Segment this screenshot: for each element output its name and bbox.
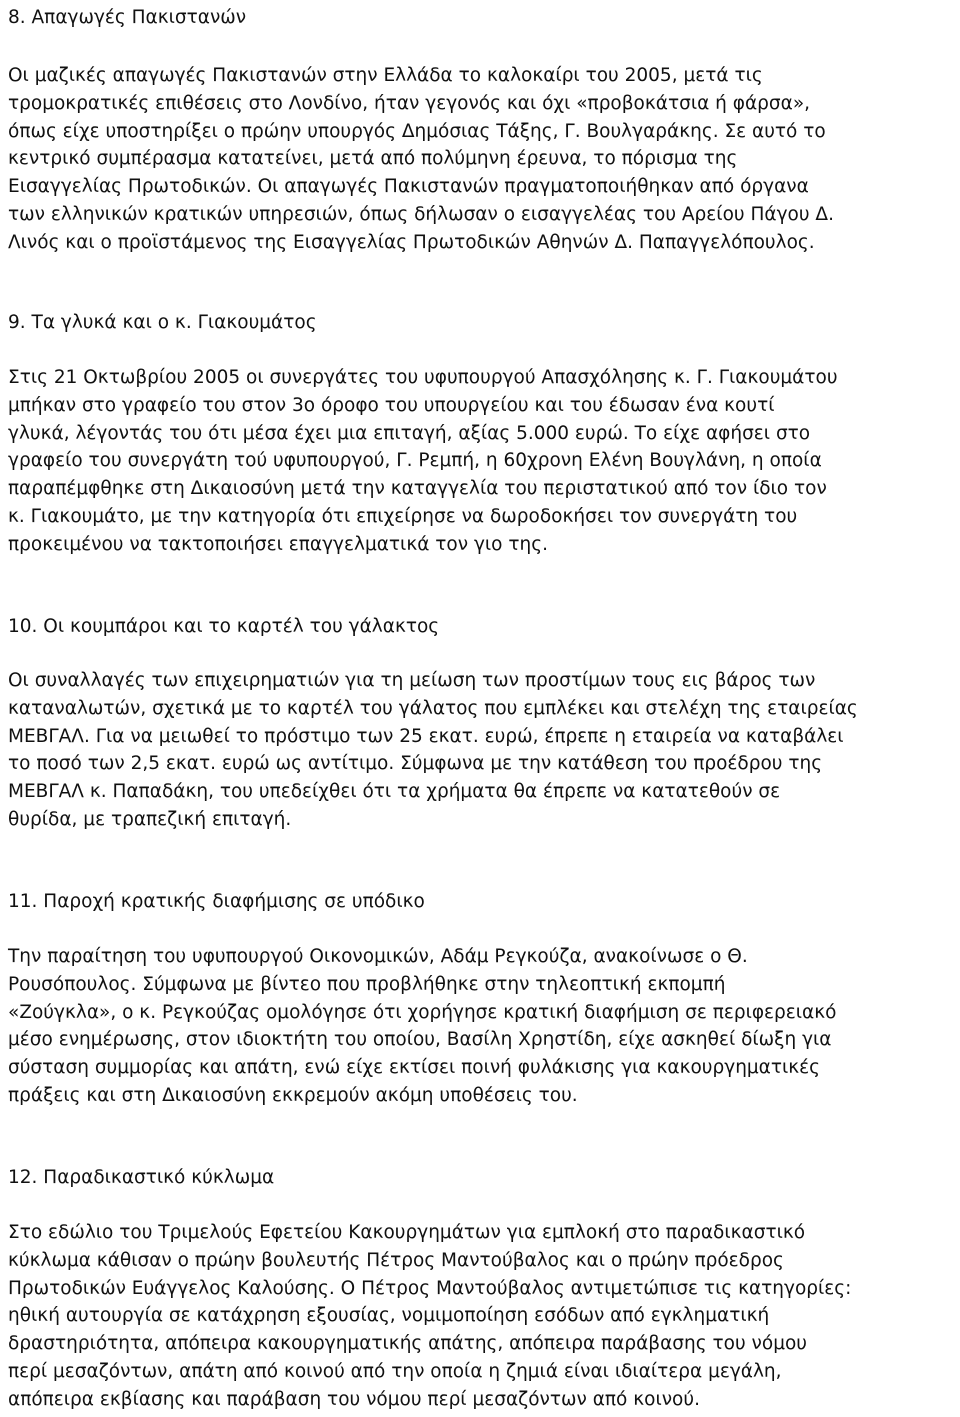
text-line: μπήκαν στο γραφείο του στον 3ο όροφο του υπουργείου και του έδωσαν ένα κουτί xyxy=(8,394,775,416)
section-heading: 12. Παραδικαστικό κύκλωμα xyxy=(8,1167,275,1188)
text-line: ΜΕΒΓΑΛ κ. Παπαδάκη, του υπεδείχθει ότι τα χρήματα θα έπρεπε να κατατεθούν σε xyxy=(8,781,781,803)
text-line: ηθική αυτουργία σε κατάχρηση εξουσίας, νομιμοποίηση εσόδων από εγκληματική xyxy=(8,1305,770,1327)
text-line: όπως είχε υποστηρίξει ο πρώην υπουργός Δημόσιας Τάξης, Γ. Βουλγαράκης. Σε αυτό το xyxy=(8,120,826,142)
text-line: Την παραίτηση του υφυπουργού Οικονομικών, Αδάμ Ρεγκούζα, ανακοίνωσε ο Θ. xyxy=(8,946,748,967)
text-line: θυρίδα, με τραπεζική επιταγή. xyxy=(8,808,292,830)
text-line: Λινός και ο προϊστάμενος της Εισαγγελίας Πρωτοδικών Αθηνών Δ. Παπαγγελόπουλος. xyxy=(8,231,815,253)
text-line: απόπειρα εκβίασης και παράβαση του νόμου περί μεσαζόντων από κοινού. xyxy=(8,1388,700,1410)
text-line: σύσταση συμμορίας και απάτη, ενώ είχε εκτίσει ποινή φυλάκισης για κακουργηματικές xyxy=(8,1057,821,1079)
section-heading: 9. Τα γλυκά και ο κ. Γιακουμάτος xyxy=(8,312,317,333)
section-paragraph xyxy=(8,943,836,1110)
text-line: γλυκά, λέγοντάς του ότι μέσα έχει μια επιταγή, αξίας 5.000 ευρώ. Το είχε αφήσει στο xyxy=(8,422,811,444)
text-line: Πρωτοδικών Ευάγγελος Καλούσης. Ο Πέτρος Μαντούβαλος αντιμετώπισε τις κατηγορίες: xyxy=(8,1277,852,1299)
text-line: παραπέμφθηκε στη Δικαιοσύνη μετά την καταγγελία του περιστατικού από τον ίδιο τον xyxy=(8,478,827,500)
section-paragraph xyxy=(8,667,858,834)
section-paragraph xyxy=(8,364,838,559)
text-line: των ελληνικών κρατικών υπηρεσιών, όπως δήλωσαν ο εισαγγελέας του Αρείου Πάγου Δ. xyxy=(8,203,834,225)
text-line: Στο εδώλιο του Τριμελούς Εφετείου Κακουργημάτων για εμπλοκή στο παραδικαστικό xyxy=(8,1222,806,1243)
section-paragraph xyxy=(8,1219,851,1414)
text-line: Οι συναλλαγές των επιχειρηματιών για τη μείωση των προστίμων τους εις βάρος των xyxy=(8,670,816,691)
section-heading: 10. Οι κουμπάροι και το καρτέλ του γάλακτος xyxy=(8,616,440,637)
text-line: το ποσό των 2,5 εκατ. ευρώ ως αντίτιμο. Σύμφωνα με την κατάθεση του προέδρου της xyxy=(8,753,823,775)
text-line: ΜΕΒΓΑΛ. Για να μειωθεί το πρόστιμο των 25 εκατ. ευρώ, έπρεπε η εταιρεία να καταβάλει xyxy=(8,725,844,747)
text-line: καταναλωτών, σχετικά με το καρτέλ του γάλατος που εμπλέκει και στελέχη της εταιρείας xyxy=(8,697,858,719)
text-line: Οι μαζικές απαγωγές Πακιστανών στην Ελλάδα το καλοκαίρι του 2005, μετά τις xyxy=(8,65,763,86)
text-line: τρομοκρατικές επιθέσεις στο Λονδίνο, ήταν γεγονός και όχι «προβοκάτσια ή φάρσα», xyxy=(8,92,811,114)
text-line: «Ζούγκλα», ο κ. Ρεγκούζας ομολόγησε ότι χορήγησε κρατική διαφήμιση σε περιφερειακό xyxy=(8,1001,837,1023)
text-line: Ρουσόπουλος. Σύμφωνα με βίντεο που προβλήθηκε στην τηλεοπτική εκπομπή xyxy=(8,973,726,995)
section-heading: 8. Απαγωγές Πακιστανών xyxy=(8,7,247,28)
text-line: γραφείο του συνεργάτη τού υφυπουργού, Γ. Ρεμπή, η 60χρονη Ελένη Βουγλάνη, η οποία xyxy=(8,450,822,472)
text-line: κ. Γιακουμάτο, με την κατηγορία ότι επιχείρησε να δωροδοκήσει τον συνεργάτη του xyxy=(8,505,798,527)
text-line: Εισαγγελίας Πρωτοδικών. Οι απαγωγές Πακιστανών πραγματοποιήθηκαν από όργανα xyxy=(8,176,809,198)
text-line: κύκλωμα κάθισαν ο πρώην βουλευτής Πέτρος Μαντούβαλος και ο πρώην πρόεδρος xyxy=(8,1249,784,1271)
section-paragraph xyxy=(8,62,834,257)
text-line: πράξεις και στη Δικαιοσύνη εκκρεμούν ακόμη υποθέσεις του. xyxy=(8,1084,578,1106)
text-line: δραστηριότητα, απόπειρα κακουργηματικής απάτης, απόπειρα παράβασης του νόμου xyxy=(8,1333,807,1355)
text-line: περί μεσαζόντων, απάτη από κοινού από την οποία η ζημιά είναι ιδιαίτερα μεγάλη, xyxy=(8,1360,782,1382)
section-heading: 11. Παροχή κρατικής διαφήμισης σε υπόδικο xyxy=(8,891,425,912)
text-line: Στις 21 Οκτωβρίου 2005 οι συνεργάτες του υφυπουργού Απασχόλησης κ. Γ. Γιακουμάτου xyxy=(8,367,838,388)
text-line: μέσο ενημέρωσης, στον ιδιοκτήτη του οποίου, Βασίλη Χρηστίδη, είχε ασκηθεί δίωξη για xyxy=(8,1029,832,1051)
text-line: προκειμένου να τακτοποιήσει επαγγελματικά τον γιο της. xyxy=(8,533,548,555)
text-line: κεντρικό συμπέρασμα κατατείνει, μετά από πολύμηνη έρευνα, το πόρισμα της xyxy=(8,148,738,170)
